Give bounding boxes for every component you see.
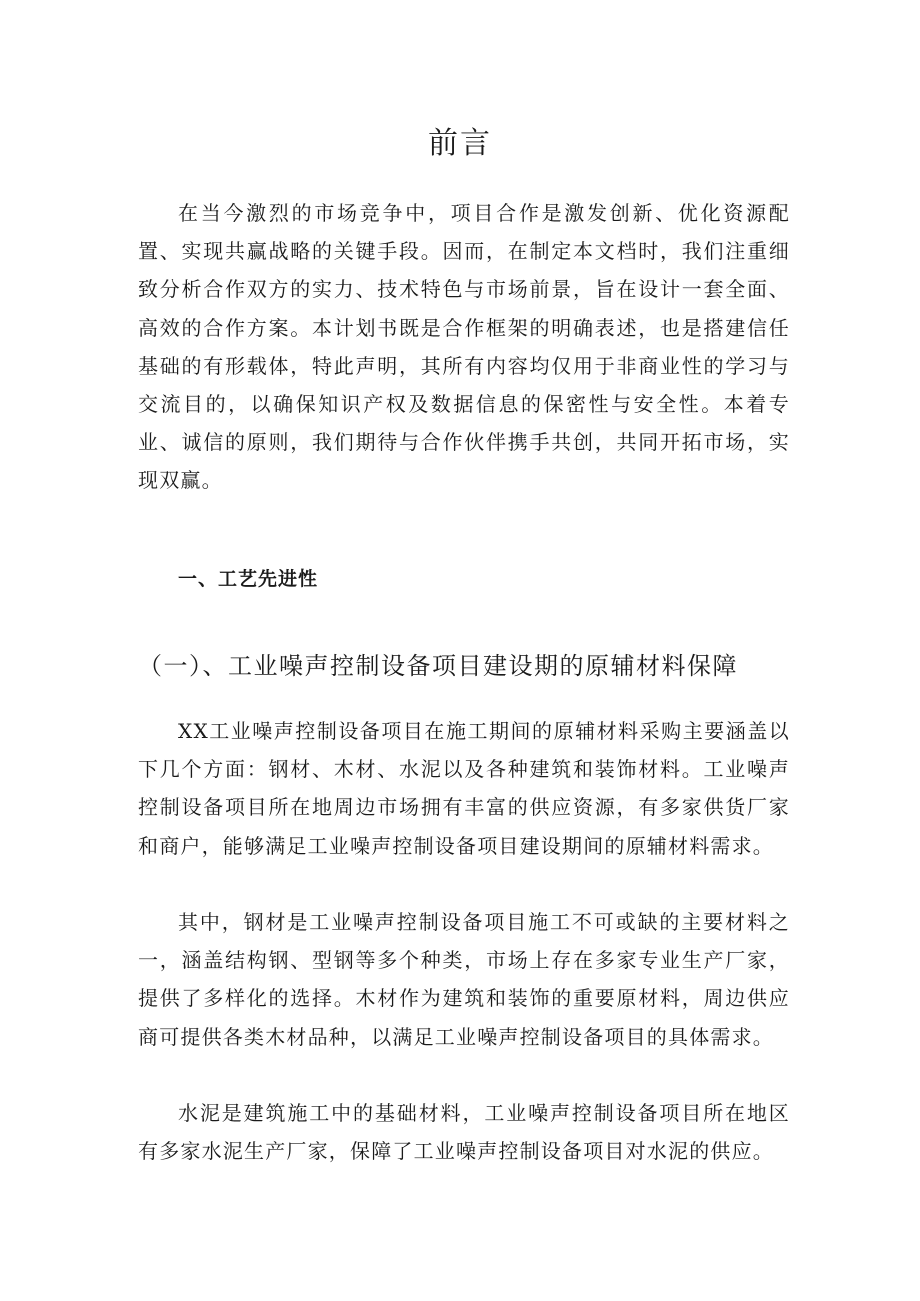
body-paragraph-1: XX工业噪声控制设备项目在施工期间的原辅材料采购主要涵盖以下几个方面：钢材、木材、水泥以及各种建筑和装饰材料。工业噪声控制设备项目所在地周边市场拥有丰富的供应资源，有多家供货厂家和商户，能够满足工业噪声控制设备项目建设期间的原辅材料需求。 (138, 719, 790, 858)
section-heading: 一、工艺先进性 (178, 568, 319, 590)
body-paragraph-3: 水泥是建筑施工中的基础材料，工业噪声控制设备项目所在地区有多家水泥生产厂家，保障了工业噪声控制设备项目对水泥的供应。 (138, 1101, 790, 1164)
body-paragraph-2: 其中，钢材是工业噪声控制设备项目施工不可或缺的主要材料之一，涵盖结构钢、型钢等多个种类，市场上存在多家专业生产厂家，提供了多样化的选择。木材作为建筑和装饰的重要原材料，周边供应商可提供各类木材品种，以满足工业噪声控制设备项目的具体需求。 (138, 910, 790, 1049)
sub-heading: （一）、工业噪声控制设备项目建设期的原辅材料保障 (138, 652, 738, 680)
preface-paragraph: 在当今激烈的市场竞争中，项目合作是激发创新、优化资源配置、实现共赢战略的关键手段。因而，在制定本文档时，我们注重细致分析合作双方的实力、技术特色与市场前景，旨在设计一套全面、高效的合作方案。本计划书既是合作框架的明确表述，也是搭建信任基础的有形载体，特此声明，其所有内容均仅用于非商业性的学习与交流目的，以确保知识产权及数据信息的保密性与安全性。本着专业、诚信的原则，我们期待与合作伙伴携手共创，共同开拓市场，实现双赢。 (138, 201, 790, 493)
page-title: 前言 (428, 126, 492, 161)
